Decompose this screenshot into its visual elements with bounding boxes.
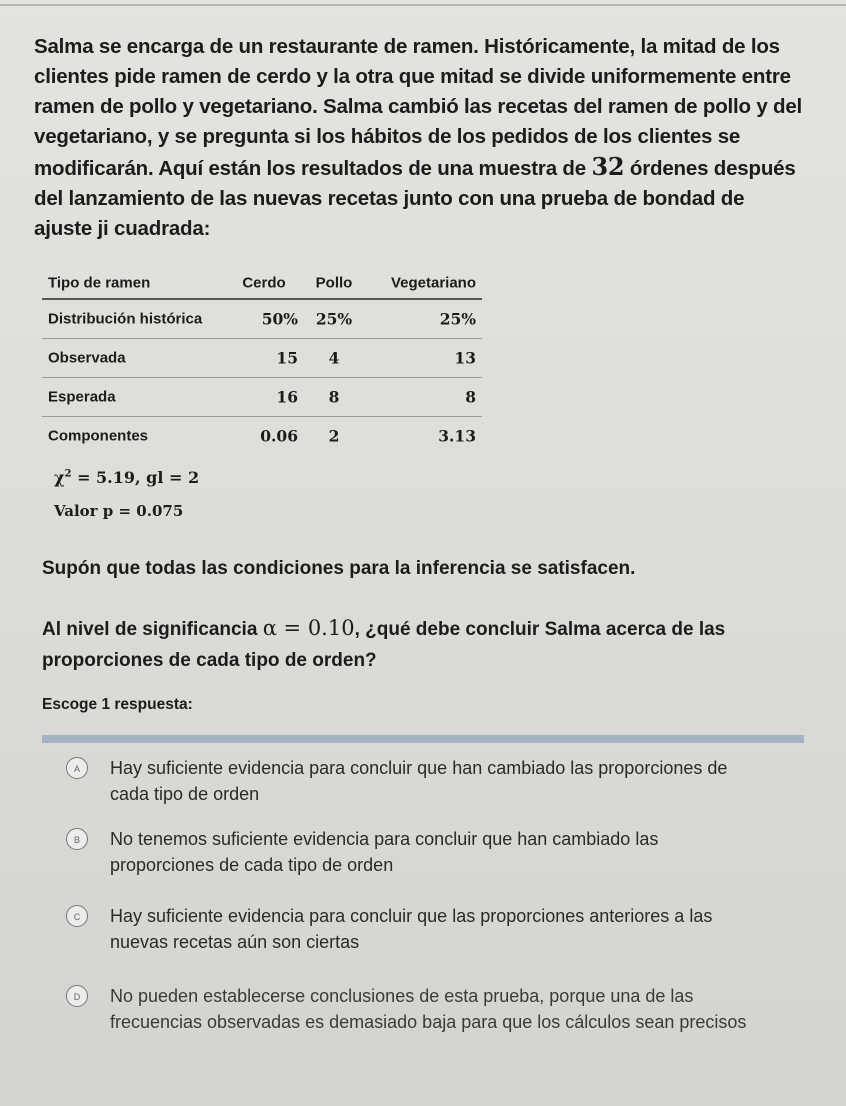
cell-cerdo: 16 [276,387,298,407]
conditions-text: Supón que todas las condiciones para la inferencia se satisfacen. [42,558,636,579]
table-header-row [42,268,482,300]
cell-cerdo: 0.06 [260,426,298,446]
cell-pollo: 4 [328,348,340,368]
cell-vegetariano: 3.13 [438,426,476,446]
answer-option-b[interactable] [66,826,756,878]
option-c-text: Hay suficiente evidencia para concluir que las proporciones anteriores a las nuevas recetas aún son ciertas [110,906,713,952]
p-value: Valor p = 0.075 [54,502,184,520]
answer-option-c[interactable] [66,903,756,955]
chi-square-stat [54,468,199,487]
answer-divider [42,735,804,743]
option-b-text: No tenemos suficiente evidencia para concluir que han cambiado las proporciones de cada tipo de orden [110,829,659,875]
sample-size: 32 [591,152,625,181]
option-d-text: No pueden establecerse conclusiones de esta prueba, porque una de las frecuencias observadas es demasiado baja para que los cálculos sean precisos [110,986,747,1032]
chi-symbol: χ [54,468,65,487]
radio-b[interactable]: B [66,828,88,850]
choose-label: Escoge 1 respuesta: [42,696,193,713]
top-divider [0,4,846,6]
header-tipo: Tipo de ramen [48,274,151,292]
cell-cerdo: 50% [261,309,298,329]
answer-option-a[interactable] [66,755,756,807]
answer-option-d[interactable] [66,983,756,1035]
header-vegetariano: Vegetariano [390,274,476,292]
cell-pollo: 8 [328,387,340,407]
prompt-part1: Al nivel de significancia [42,619,263,640]
alpha-value: α = 0.10 [262,616,355,640]
question-text [34,32,804,244]
question-part1: Salma se encarga de un restaurante de ramen. Históricamente, la mitad de los clientes pide ramen de cerdo y la otra que mitad se divide uniformemente entre ramen de pollo y vegetariano. Salma cambió las recetas del ramen de pollo y del vegetariano, y se pregunta si los hábitos de los pedidos de los clientes se modificarán. Aquí están los resultados de una muestra de [34,35,803,180]
row-label: Distribución histórica [48,310,203,328]
question-part2: órdenes después del lanzamiento de las nuevas recetas junto con una prueba de bondad de ajuste ji cuadrada: [34,157,796,240]
row-label: Esperada [48,388,116,406]
chi-value: = 5.19, gl = 2 [71,468,200,487]
row-label: Observada [48,349,126,367]
radio-d[interactable]: D [66,985,88,1007]
table-row [42,378,482,417]
cell-vegetariano: 25% [439,309,476,329]
cell-pollo: 25% [315,309,353,329]
cell-vegetariano: 13 [454,348,476,368]
radio-a[interactable]: A [66,757,88,779]
table-row [42,339,482,378]
cell-pollo: 2 [328,426,340,446]
prompt-text [42,613,792,676]
table-row [42,417,482,455]
chi-exponent: 2 [64,468,72,480]
header-cerdo: Cerdo [242,274,286,292]
cell-cerdo: 15 [276,348,298,368]
option-a-text: Hay suficiente evidencia para concluir que han cambiado las proporciones de cada tipo de orden [110,758,728,804]
row-label: Componentes [48,427,149,445]
radio-c[interactable]: C [66,905,88,927]
header-pollo: Pollo [315,274,353,292]
prompt-part2: , ¿qué debe concluir Salma acerca de las proporciones de cada tipo de orden? [42,619,726,671]
ramen-table [42,268,482,455]
table-row [42,300,482,339]
cell-vegetariano: 8 [465,387,476,407]
